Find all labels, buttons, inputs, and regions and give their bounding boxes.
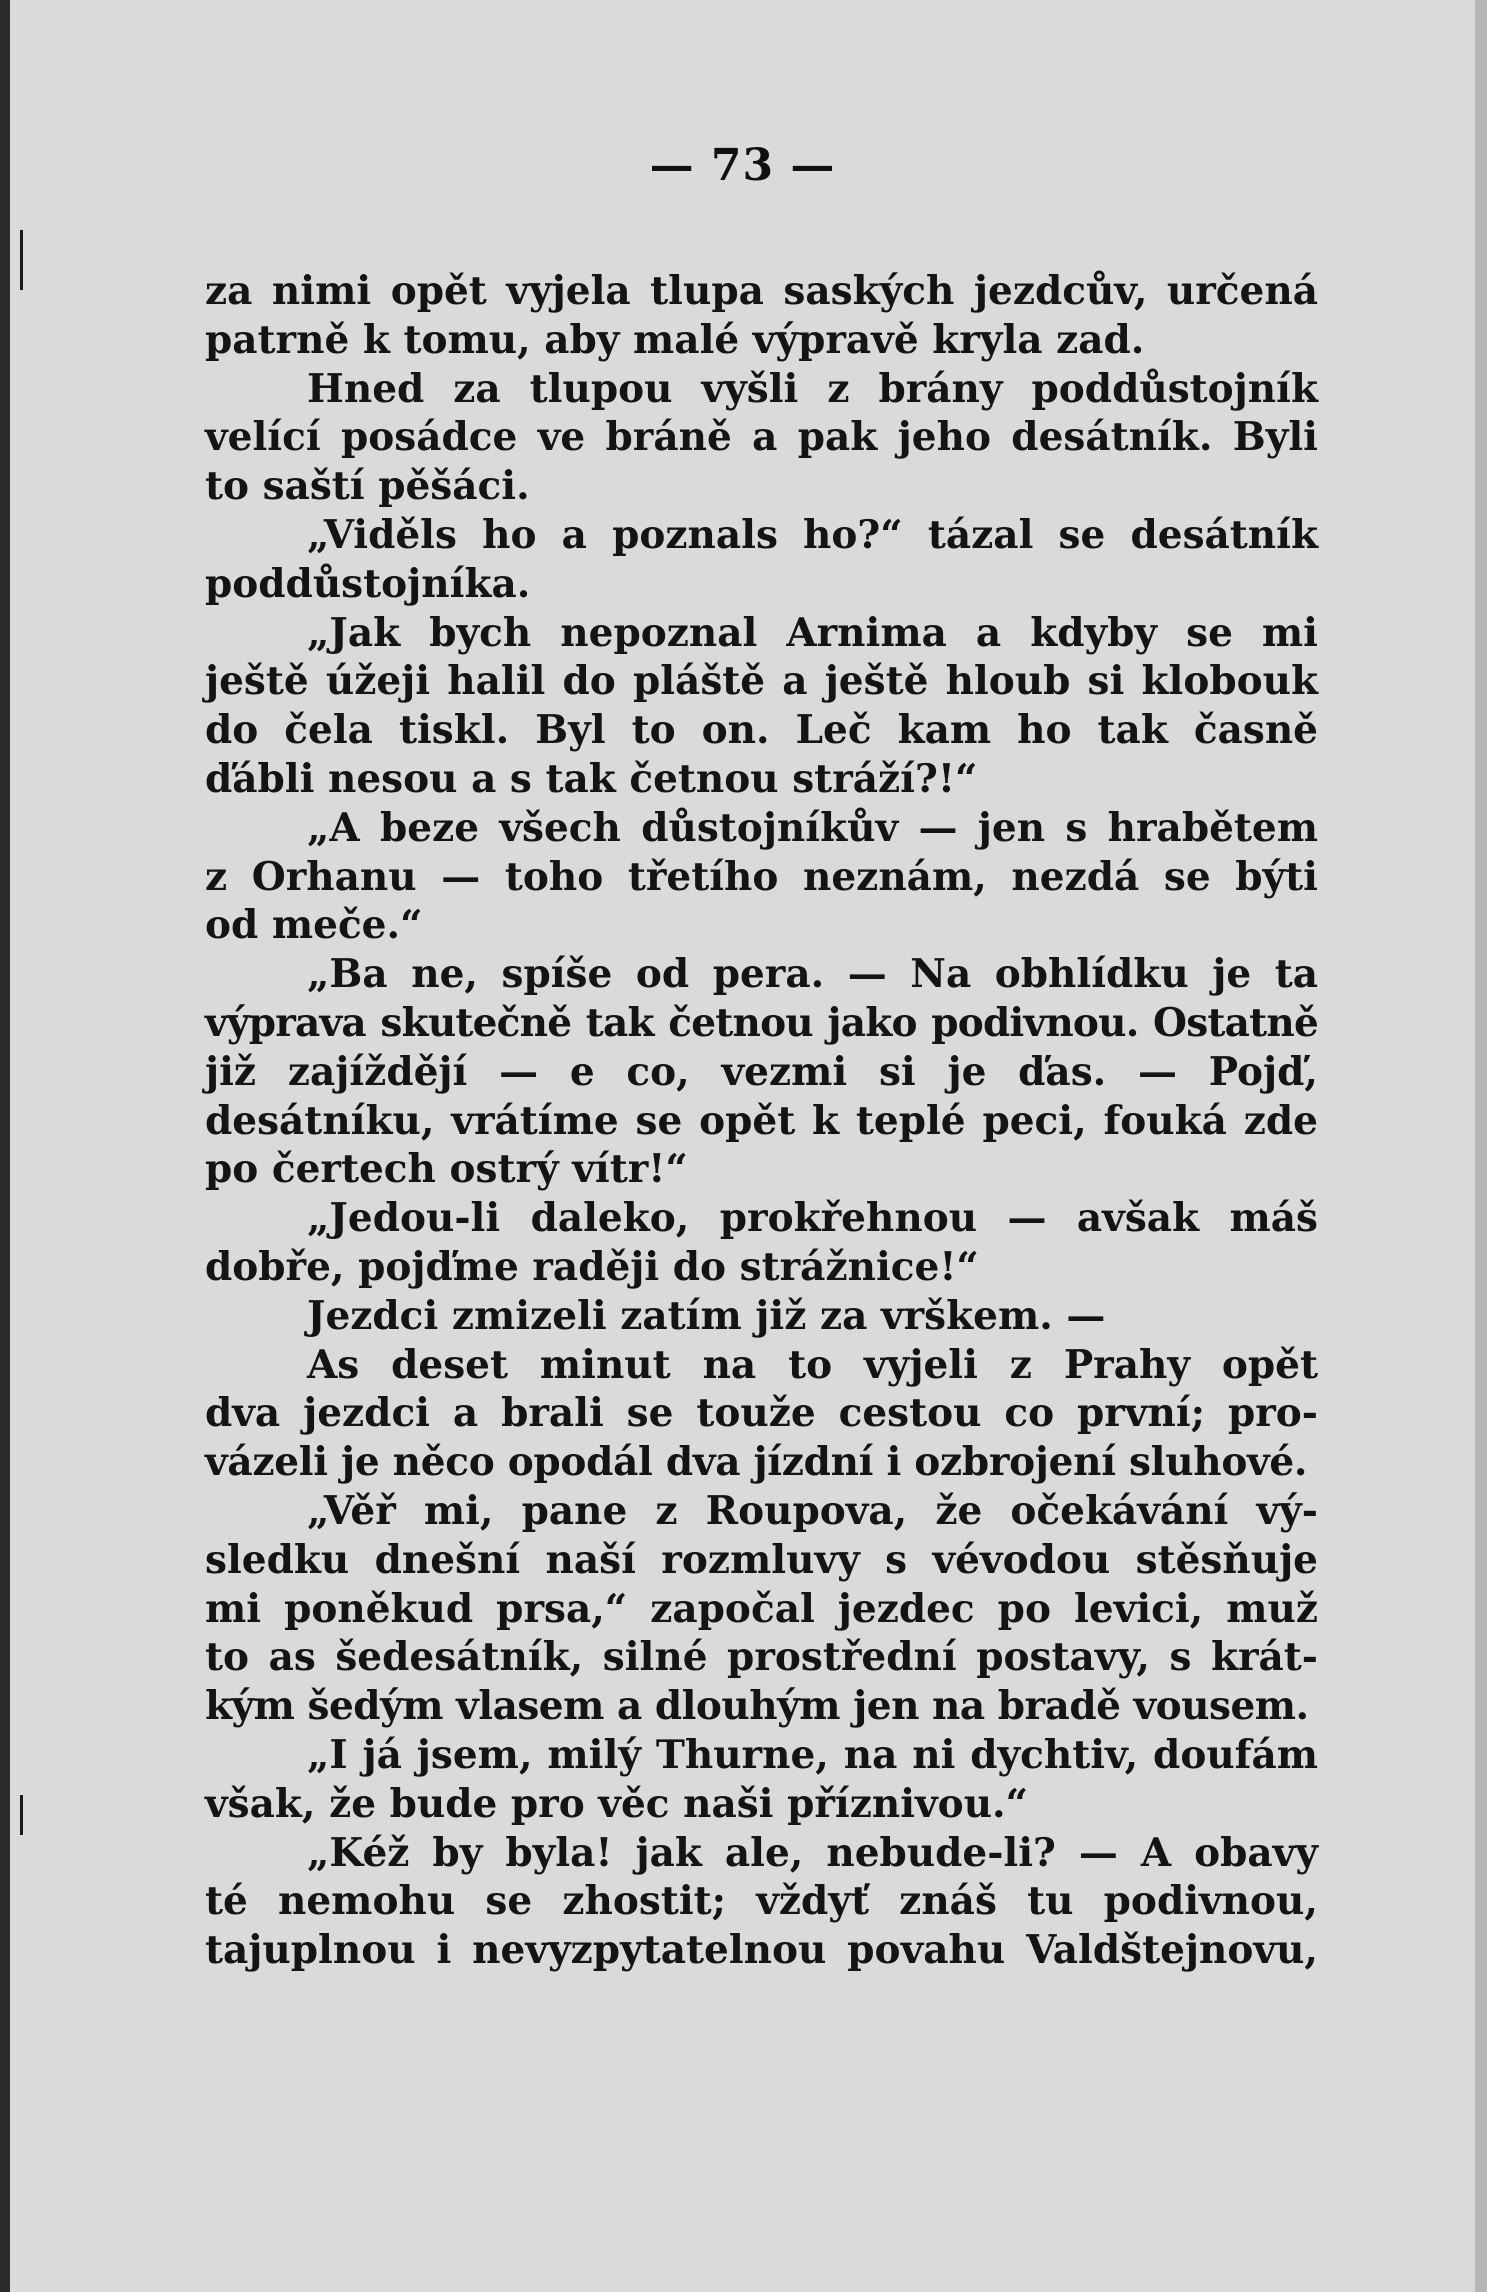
text-line: „Věř mi, pane z Roupova, že očekávání vý- (307, 1487, 1318, 1534)
text-line: desátníku, vrátíme se opět k teplé peci, fouká zde (205, 1097, 1318, 1144)
text-line: „Ba ne, spíše od pera. — Na obhlídku je ta (307, 951, 1318, 998)
text-line: „Jak bych nepoznal Arnima a kdyby se mi (307, 609, 1318, 656)
text-line: té nemohu se zhostit; vždyť znáš tu podivnou, (205, 1878, 1318, 1925)
text-line: „Jedou-li daleko, prokřehnou — avšak máš (307, 1195, 1318, 1242)
text-line: velící posádce ve bráně a pak jeho desátník. Byli (205, 414, 1318, 461)
text-line: sledku dnešní naší rozmluvy s vévodou stěsňuje (205, 1536, 1318, 1583)
page-edge-mark (20, 1795, 23, 1835)
text-line: „I já jsem, milý Thurne, na ni dychtiv, doufám (307, 1731, 1318, 1778)
text-line: však, že bude pro věc naši příznivou.“ (205, 1780, 1029, 1827)
text-line: ďábli nesou a s tak četnou stráží?!“ (205, 755, 978, 802)
page-edge-mark (20, 230, 23, 290)
text-line: As deset minut na to vyjeli z Prahy opět (307, 1341, 1318, 1388)
text-line: kým šedým vlasem a dlouhým jen na bradě vousem. (205, 1683, 1309, 1730)
text-line: poddůstojníka. (205, 560, 531, 607)
text-line: „Viděls ho a poznals ho?“ tázal se desátník (307, 511, 1318, 558)
text-line: tajuplnou i nevyzpytatelnou povahu Valdštejnovu, (205, 1927, 1318, 1974)
body-text (205, 267, 1318, 1975)
text-line: vázeli je něco opodál dva jízdní i ozbrojení sluhové. (205, 1439, 1308, 1486)
text-line: Jezdci zmizeli zatím již za vrškem. — (307, 1292, 1106, 1339)
text-line: mi poněkud prsa,“ započal jezdec po levici, muž (205, 1585, 1318, 1632)
text-line: dva jezdci a brali se touže cestou co první; pro- (205, 1390, 1318, 1437)
text-line: Hned za tlupou vyšli z brány poddůstojník (307, 365, 1318, 412)
text-line: „A beze všech důstojníkův — jen s hrabětem (307, 804, 1318, 851)
text-line: do čela tiskl. Byl to on. Leč kam ho tak časně (205, 707, 1318, 754)
text-line: po čertech ostrý vítr!“ (205, 1146, 688, 1193)
text-line: výprava skutečně tak četnou jako podivnou. Ostatně (205, 999, 1318, 1046)
text-line: z Orhanu — toho třetího neznám, nezdá se býti (205, 853, 1318, 900)
text-line: ještě úžeji halil do pláště a ještě hloub si klobouk (205, 658, 1318, 705)
text-line: za nimi opět vyjela tlupa saských jezdcův, určená (205, 268, 1318, 314)
text-line: patrně k tomu, aby malé výpravě kryla zad. (205, 316, 1145, 363)
text-line: „Kéž by byla! jak ale, nebude-li? — A obavy (307, 1829, 1318, 1876)
text-line: to saští pěšáci. (205, 463, 530, 510)
text-line: již zajíždějí — e co, vezmi si je ďas. — Pojď, (205, 1048, 1318, 1095)
page-number: — 73 — (649, 140, 836, 191)
text-line: od meče.“ (205, 902, 423, 949)
text-line: dobře, pojďme raději do strážnice!“ (205, 1243, 979, 1290)
text-line: to as šedesátník, silné prostřední postavy, s krát- (205, 1634, 1318, 1681)
